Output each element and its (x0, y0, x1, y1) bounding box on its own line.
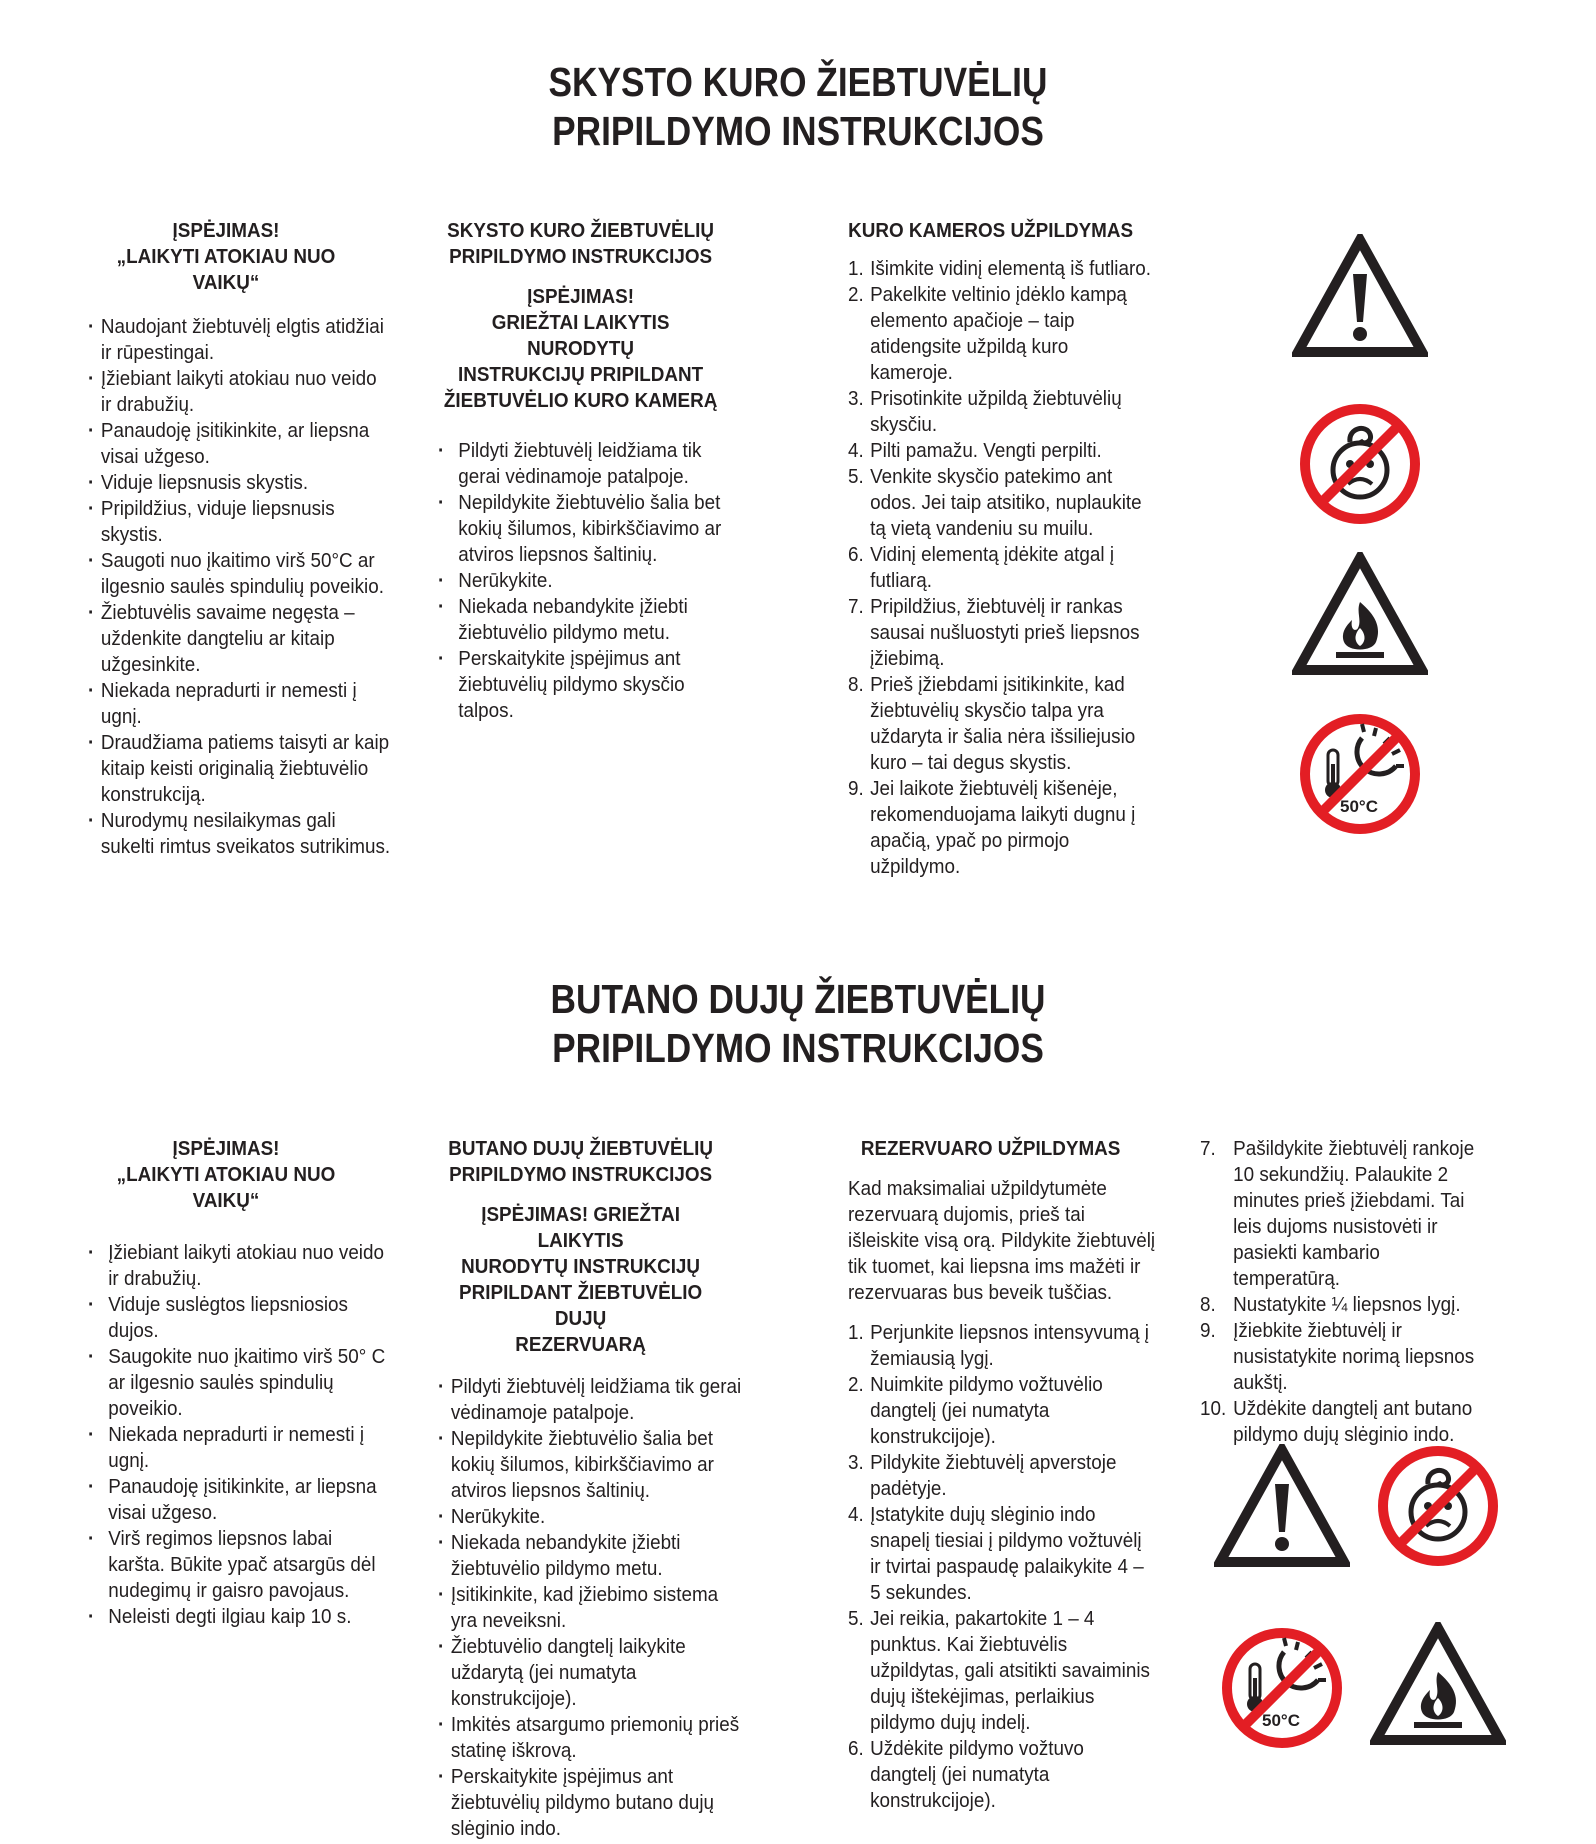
list-item (848, 1320, 1152, 1372)
step-text: Prieš įžiebdami įsitikinkite, kad žiebtuvėlių skysčio talpa yra uždaryta ir šalia nėra išsiliejusio kuro – tai degus skystis. (870, 673, 1136, 774)
list-item: · Niekada nepradurti ir nemesti į ugnį. (88, 678, 392, 730)
step-text: Nuimkite pildymo vožtuvėlio dangtelį (jei numatyta konstrukcijoje). (870, 1373, 1103, 1448)
list-item (848, 464, 1152, 542)
step-number: 5. (848, 465, 864, 488)
list-item (848, 542, 1152, 594)
top-instructions-heading-line1: SKYSTO KURO ŽIEBTUVĖLIŲ (447, 219, 715, 242)
top-title-line2: PRIPILDYMO INSTRUKCIJOS (552, 108, 1044, 154)
step-text: Pildykite žiebtuvėlį apverstoje padėtyje. (870, 1451, 1117, 1500)
bottom-instructions-list (438, 1374, 742, 1842)
top-warning-heading (88, 218, 364, 296)
top-refill-heading: KURO KAMEROS UŽPILDYMAS (848, 219, 1134, 242)
list-item (848, 594, 1152, 672)
list-item (1200, 1136, 1476, 1292)
bottom-refill-column (848, 1136, 1178, 1814)
list-item: · Virš regimos liepsnos labai karšta. Būkite ypač atsargūs dėl nudegimų ir gaisro pavojaus. (88, 1526, 392, 1604)
list-item (848, 1606, 1152, 1736)
top-title (112, 58, 1485, 156)
step-number: 4. (848, 439, 864, 462)
list-item (848, 282, 1152, 386)
bottom-strict-warning-line1: ĮSPĖJIMAS! GRIEŽTAI LAIKYTIS (481, 1203, 680, 1252)
top-warning-list (88, 314, 392, 860)
list-item (848, 1502, 1152, 1606)
step-text: Perjunkite liepsnos intensyvumą į žemiausią lygį. (870, 1321, 1149, 1370)
list-item: · Nurodymų nesilaikymas gali sukelti rimtus sveikatos sutrikimus. (88, 808, 392, 860)
no-children-icon (1378, 1446, 1498, 1566)
step-number: 5. (848, 1607, 864, 1630)
top-instructions-list (438, 438, 742, 724)
step-number: 1. (848, 257, 864, 280)
step-number: 10. (1200, 1397, 1227, 1420)
list-item: · Viduje liepsnusis skystis. (88, 470, 392, 496)
list-item: · Imkitės atsargumo priemonių prieš statinę iškrovą. (438, 1712, 742, 1764)
list-item: · Pripildžius, viduje liepsnusis skystis. (88, 496, 392, 548)
step-number: 4. (848, 1503, 864, 1526)
flammable-icon (1292, 552, 1428, 676)
step-text: Įžiebkite žiebtuvėlį ir nusistatykite norimą liepsnos aukštį. (1233, 1319, 1475, 1394)
step-text: Pilti pamažu. Vengti perpilti. (870, 439, 1102, 462)
list-item: · Niekada nepradurti ir nemesti į ugnį. (88, 1422, 392, 1474)
step-number: 6. (848, 1737, 864, 1760)
list-item (848, 1450, 1152, 1502)
bottom-title-line2: PRIPILDYMO INSTRUKCIJOS (552, 1025, 1044, 1071)
bottom-warning-heading-line2: „LAIKYTI ATOKIAU NUO VAIKŲ“ (116, 1163, 336, 1212)
list-item: · Nepildykite žiebtuvėlio šalia bet kokių šilumos, kibirkščiavimo ar atviros liepsnos šaltinių. (438, 490, 742, 568)
list-item: · Nepildykite žiebtuvėlio šalia bet kokių šilumos, kibirkščiavimo ar atviros liepsnos šaltinių. (438, 1426, 742, 1504)
step-text: Pakelkite veltinio įdėklo kampą elemento apačioje – taip atidengsite užpildą kuro kameroje. (870, 283, 1127, 384)
no-heat-sun-icon (1222, 1628, 1342, 1748)
step-number: 8. (1200, 1293, 1216, 1316)
bottom-warning-heading-line1: ĮSPĖJIMAS! (172, 1137, 280, 1160)
top-strict-warning-line3: INSTRUKCIJŲ PRIPILDANT (457, 363, 704, 386)
top-instructions-column (438, 218, 768, 724)
list-item: · Žiebtuvėlio dangtelį laikykite uždarytą (jei numatyta konstrukcijoje). (438, 1634, 742, 1712)
top-refill-steps (848, 256, 1152, 880)
no-children-icon (1300, 404, 1420, 524)
bottom-instructions-heading-line1: BUTANO DUJŲ ŽIEBTUVĖLIŲ (448, 1137, 713, 1160)
bottom-title (112, 975, 1485, 1073)
list-item: · Niekada nebandykite įžiebti žiebtuvėlio pildymo metu. (438, 1530, 742, 1582)
step-number: 9. (848, 777, 864, 800)
top-warning-heading-line1: ĮSPĖJIMAS! (172, 219, 280, 242)
step-text: Nustatykite ¼ liepsnos lygį. (1233, 1293, 1461, 1316)
step-number: 2. (848, 1373, 864, 1396)
list-item: · Pildyti žiebtuvėlį leidžiama tik gerai vėdinamoje patalpoje. (438, 1374, 742, 1426)
warning-exclamation-icon (1292, 234, 1428, 358)
list-item (848, 438, 1152, 464)
step-number: 3. (848, 1451, 864, 1474)
bottom-strict-warning-line2: NURODYTŲ INSTRUKCIJŲ (461, 1255, 701, 1278)
temperature-label: 50°C (1262, 1711, 1300, 1730)
list-item: · Panaudoję įsitikinkite, ar liepsna visai užgeso. (88, 418, 392, 470)
step-text: Vidinį elementą įdėkite atgal į futliarą. (870, 543, 1115, 592)
top-strict-warning (438, 284, 723, 414)
top-title-line1: SKYSTO KURO ŽIEBTUVĖLIŲ (548, 59, 1048, 105)
top-instructions-heading (438, 218, 723, 270)
top-strict-warning-line2: GRIEŽTAI LAIKYTIS NURODYTŲ (491, 311, 670, 360)
step-text: Įstatykite dujų slėginio indo snapelį tiesiai į pildymo vožtuvėlį ir tvirtai paspaudę palaikykite 4 – 5 sekundes. (870, 1503, 1144, 1604)
list-item: · Pildyti žiebtuvėlį leidžiama tik gerai vėdinamoje patalpoje. (438, 438, 742, 490)
top-strict-warning-line1: ĮSPĖJIMAS! (527, 285, 635, 308)
bottom-instructions-heading-line2: PRIPILDYMO INSTRUKCIJOS (449, 1163, 713, 1186)
list-item (848, 386, 1152, 438)
flammable-icon (1370, 1622, 1506, 1746)
list-item: · Žiebtuvėlis savaime negęsta – uždenkite dangteliu ar kitaip užgesinkite. (88, 600, 392, 678)
bottom-refill-continued-column (1200, 1136, 1500, 1448)
list-item (1200, 1318, 1476, 1396)
step-text: Išimkite vidinį elementą iš futliaro. (870, 257, 1151, 280)
top-warning-heading-line2: „LAIKYTI ATOKIAU NUO VAIKŲ“ (116, 245, 336, 294)
bottom-strict-warning-line3: PRIPILDANT ŽIEBTUVĖLIO DUJŲ (459, 1281, 703, 1330)
bottom-instructions-column (438, 1136, 768, 1842)
list-item: · Įsitikinkite, kad įžiebimo sistema yra neveiksni. (438, 1582, 742, 1634)
list-item: · Niekada nebandykite įžiebti žiebtuvėlio pildymo metu. (438, 594, 742, 646)
temperature-label: 50°C (1340, 797, 1378, 816)
step-text: Pašildykite žiebtuvėlį rankoje 10 sekundžių. Palaukite 2 minutes prieš įžiebdami. Tai leis dujoms nusistovėti ir pasiekti kambario temperatūrą. (1233, 1137, 1475, 1290)
bottom-strict-warning (438, 1202, 723, 1358)
list-item: · Neleisti degti ilgiau kaip 10 s. (88, 1604, 392, 1630)
step-number: 9. (1200, 1319, 1216, 1342)
list-item (848, 672, 1152, 776)
step-text: Uždėkite pildymo vožtuvo dangtelį (jei numatyta konstrukcijoje). (870, 1737, 1084, 1812)
step-number: 8. (848, 673, 864, 696)
bottom-instructions-heading (438, 1136, 723, 1188)
bottom-warning-list (88, 1240, 392, 1630)
list-item: · Nerūkykite. (438, 568, 742, 594)
bottom-refill-intro: Kad maksimaliai užpildytumėte rezervuarą dujomis, prieš tai išleiskite visą orą. Pildykite žiebtuvėlį tik tuomet, kai liepsna ims mažėti ir rezervuaras bus beveik tuščias. (848, 1177, 1156, 1304)
list-item (1200, 1292, 1476, 1318)
step-text: Venkite skysčio patekimo ant odos. Jei taip atsitiko, nuplaukite tą vietą vandeniu su muilu. (870, 465, 1142, 540)
step-number: 6. (848, 543, 864, 566)
step-number: 2. (848, 283, 864, 306)
list-item (848, 256, 1152, 282)
step-text: Jei laikote žiebtuvėlį kišenėje, rekomenduojama laikyti dugnu į apačią, ypač po pirmojo užpildymo. (870, 777, 1136, 878)
list-item (1200, 1396, 1476, 1448)
bottom-refill-heading: REZERVUARO UŽPILDYMAS (860, 1137, 1121, 1160)
bottom-title-line1: BUTANO DUJŲ ŽIEBTUVĖLIŲ (550, 976, 1046, 1022)
list-item: · Draudžiama patiems taisyti ar kaip kitaip keisti originalią žiebtuvėlio konstrukciją. (88, 730, 392, 808)
list-item: · Įžiebiant laikyti atokiau nuo veido ir drabužių. (88, 366, 392, 418)
list-item (848, 776, 1152, 880)
top-instructions-heading-line2: PRIPILDYMO INSTRUKCIJOS (449, 245, 713, 268)
top-strict-warning-line4: ŽIEBTUVĖLIO KURO KAMERĄ (443, 389, 718, 412)
bottom-refill-steps-continued (1200, 1136, 1476, 1448)
list-item: · Nerūkykite. (438, 1504, 742, 1530)
list-item: · Saugokite nuo įkaitimo virš 50° C ar ilgesnio saulės spindulių poveikio. (88, 1344, 392, 1422)
top-warning-column (88, 218, 418, 860)
bottom-refill-steps (848, 1320, 1152, 1814)
list-item: · Saugoti nuo įkaitimo virš 50°C ar ilgesnio saulės spindulių poveikio. (88, 548, 392, 600)
list-item: · Perskaitykite įspėjimus ant žiebtuvėlių pildymo butano dujų slėginio indo. (438, 1764, 742, 1842)
bottom-warning-column (88, 1136, 418, 1630)
list-item (848, 1372, 1152, 1450)
step-number: 3. (848, 387, 864, 410)
warning-exclamation-icon (1214, 1444, 1350, 1568)
step-text: Pripildžius, žiebtuvėlį ir rankas sausai nušluostyti prieš liepsnos įžiebimą. (870, 595, 1140, 670)
list-item: · Panaudoję įsitikinkite, ar liepsna visai užgeso. (88, 1474, 392, 1526)
step-number: 7. (848, 595, 864, 618)
bottom-strict-warning-line4: REZERVUARĄ (515, 1333, 646, 1356)
step-text: Jei reikia, pakartokite 1 – 4 punktus. Kai žiebtuvėlis užpildytas, gali atsitikti savaiminis dujų ištekėjimas, perlaikius pildymo dujų indelį. (870, 1607, 1150, 1734)
list-item: · Įžiebiant laikyti atokiau nuo veido ir drabužių. (88, 1240, 392, 1292)
no-heat-sun-icon (1300, 714, 1420, 834)
list-item: · Naudojant žiebtuvėlį elgtis atidžiai ir rūpestingai. (88, 314, 392, 366)
step-number: 7. (1200, 1137, 1216, 1160)
list-item: · Perskaitykite įspėjimus ant žiebtuvėlių pildymo skysčio talpos. (438, 646, 742, 724)
top-refill-column (848, 218, 1178, 880)
bottom-warning-heading (88, 1136, 364, 1214)
step-number: 1. (848, 1321, 864, 1344)
list-item (848, 1736, 1152, 1814)
list-item: · Viduje suslėgtos liepsniosios dujos. (88, 1292, 392, 1344)
step-text: Prisotinkite užpildą žiebtuvėlių skysčiu. (870, 387, 1122, 436)
step-text: Uždėkite dangtelį ant butano pildymo dujų slėginio indo. (1233, 1397, 1473, 1446)
